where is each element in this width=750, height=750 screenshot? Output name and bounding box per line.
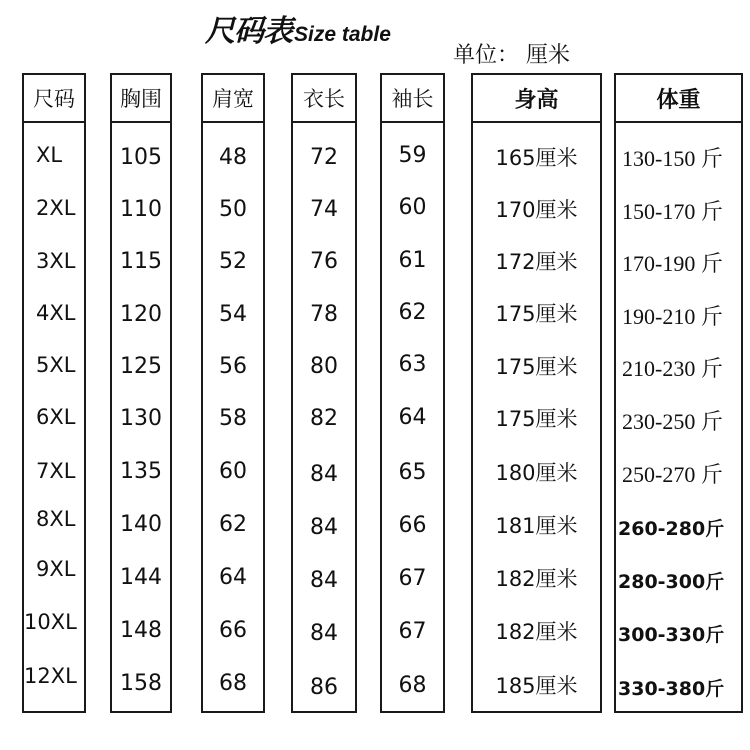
weight-cell: 280-300斤 bbox=[618, 570, 725, 593]
sleeve-cell: 68 bbox=[398, 672, 427, 698]
sleeve-cell: 66 bbox=[398, 512, 427, 538]
size-cell: 8XL bbox=[36, 507, 76, 531]
page-title bbox=[205, 6, 391, 49]
column-size bbox=[22, 73, 86, 713]
header-chest: 胸围 bbox=[112, 75, 170, 123]
header-size: 尺码 bbox=[24, 75, 84, 123]
header-weight: 体重 bbox=[616, 75, 741, 123]
weight-cell: 170-190 斤 bbox=[622, 250, 723, 276]
length-cell: 84 bbox=[310, 461, 338, 487]
size-cell: 9XL bbox=[36, 557, 76, 581]
shoulder-cell: 56 bbox=[219, 353, 247, 379]
shoulder-cell: 48 bbox=[219, 144, 247, 170]
length-cell: 76 bbox=[310, 248, 338, 274]
chest-cell: 148 bbox=[120, 617, 162, 643]
column-shoulder bbox=[201, 73, 265, 713]
shoulder-cell: 54 bbox=[219, 301, 247, 327]
chest-cell: 110 bbox=[120, 196, 162, 222]
height-cell: 181厘米 bbox=[495, 514, 578, 538]
length-cell: 78 bbox=[310, 301, 338, 327]
weight-cell: 130-150 斤 bbox=[622, 145, 723, 171]
chest-cell: 115 bbox=[120, 248, 162, 274]
weight-cell: 210-230 斤 bbox=[622, 355, 723, 381]
height-cell: 182厘米 bbox=[495, 567, 578, 591]
sleeve-cell: 61 bbox=[398, 247, 427, 273]
sleeve-cell: 65 bbox=[398, 459, 427, 485]
length-cell: 80 bbox=[310, 353, 338, 379]
weight-cell: 250-270 斤 bbox=[622, 461, 723, 487]
height-cell: 172厘米 bbox=[495, 250, 578, 274]
chest-cell: 135 bbox=[120, 458, 162, 484]
shoulder-cell: 50 bbox=[219, 196, 247, 222]
height-cell: 165厘米 bbox=[495, 146, 578, 170]
size-cell: 4XL bbox=[36, 301, 76, 325]
shoulder-cell: 66 bbox=[219, 617, 247, 643]
size-cell: 12XL bbox=[24, 664, 77, 688]
column-height bbox=[471, 73, 602, 713]
sleeve-cell: 64 bbox=[398, 404, 427, 430]
chest-cell: 130 bbox=[120, 405, 162, 431]
header-height: 身高 bbox=[473, 75, 600, 123]
size-cell: 10XL bbox=[24, 610, 77, 634]
length-cell: 84 bbox=[310, 514, 338, 540]
header-shoulder: 肩宽 bbox=[203, 75, 263, 123]
sleeve-cell: 62 bbox=[398, 299, 427, 325]
weight-cell: 150-170 斤 bbox=[622, 198, 723, 224]
weight-cell: 230-250 斤 bbox=[622, 408, 723, 434]
title-chinese: 尺码表 bbox=[205, 14, 292, 49]
sleeve-cell: 59 bbox=[398, 142, 427, 168]
size-cell: 2XL bbox=[36, 196, 76, 220]
height-cell: 185厘米 bbox=[495, 674, 578, 698]
header-sleeve: 袖长 bbox=[382, 75, 443, 123]
height-cell: 170厘米 bbox=[495, 198, 578, 222]
chest-cell: 120 bbox=[120, 301, 162, 327]
height-cell: 180厘米 bbox=[495, 461, 578, 485]
title-english: Size table bbox=[294, 23, 391, 46]
column-chest bbox=[110, 73, 172, 713]
length-cell: 82 bbox=[310, 405, 338, 431]
height-cell: 182厘米 bbox=[495, 620, 578, 644]
sleeve-cell: 63 bbox=[398, 351, 427, 377]
size-cell: 6XL bbox=[36, 405, 76, 429]
size-cell: 3XL bbox=[36, 249, 76, 273]
sleeve-cell: 60 bbox=[398, 194, 427, 220]
length-cell: 84 bbox=[310, 567, 338, 593]
weight-cell: 330-380斤 bbox=[618, 677, 725, 700]
size-cell: 5XL bbox=[36, 353, 76, 377]
length-cell: 86 bbox=[310, 674, 338, 700]
column-sleeve bbox=[380, 73, 445, 713]
chest-cell: 158 bbox=[120, 670, 162, 696]
length-cell: 72 bbox=[310, 144, 338, 170]
sleeve-cell: 67 bbox=[398, 618, 427, 644]
shoulder-cell: 58 bbox=[219, 405, 247, 431]
length-cell: 74 bbox=[310, 196, 338, 222]
size-cell: 7XL bbox=[36, 459, 76, 483]
chest-cell: 105 bbox=[120, 144, 162, 170]
header-length: 衣长 bbox=[293, 75, 355, 123]
height-cell: 175厘米 bbox=[495, 407, 578, 431]
chest-cell: 140 bbox=[120, 511, 162, 537]
shoulder-cell: 62 bbox=[219, 511, 247, 537]
length-cell: 84 bbox=[310, 620, 338, 646]
weight-cell: 300-330斤 bbox=[618, 623, 725, 646]
sleeve-cell: 67 bbox=[398, 565, 427, 591]
weight-cell: 260-280斤 bbox=[618, 517, 725, 540]
height-cell: 175厘米 bbox=[495, 302, 578, 326]
size-cell: XL bbox=[36, 143, 63, 167]
shoulder-cell: 52 bbox=[219, 248, 247, 274]
shoulder-cell: 68 bbox=[219, 670, 247, 696]
shoulder-cell: 60 bbox=[219, 458, 247, 484]
height-cell: 175厘米 bbox=[495, 355, 578, 379]
shoulder-cell: 64 bbox=[219, 564, 247, 590]
unit-label: 单位： 厘米 bbox=[453, 43, 570, 68]
chest-cell: 125 bbox=[120, 353, 162, 379]
chest-cell: 144 bbox=[120, 564, 162, 590]
column-length bbox=[291, 73, 357, 713]
column-weight bbox=[614, 73, 743, 713]
weight-cell: 190-210 斤 bbox=[622, 303, 723, 329]
